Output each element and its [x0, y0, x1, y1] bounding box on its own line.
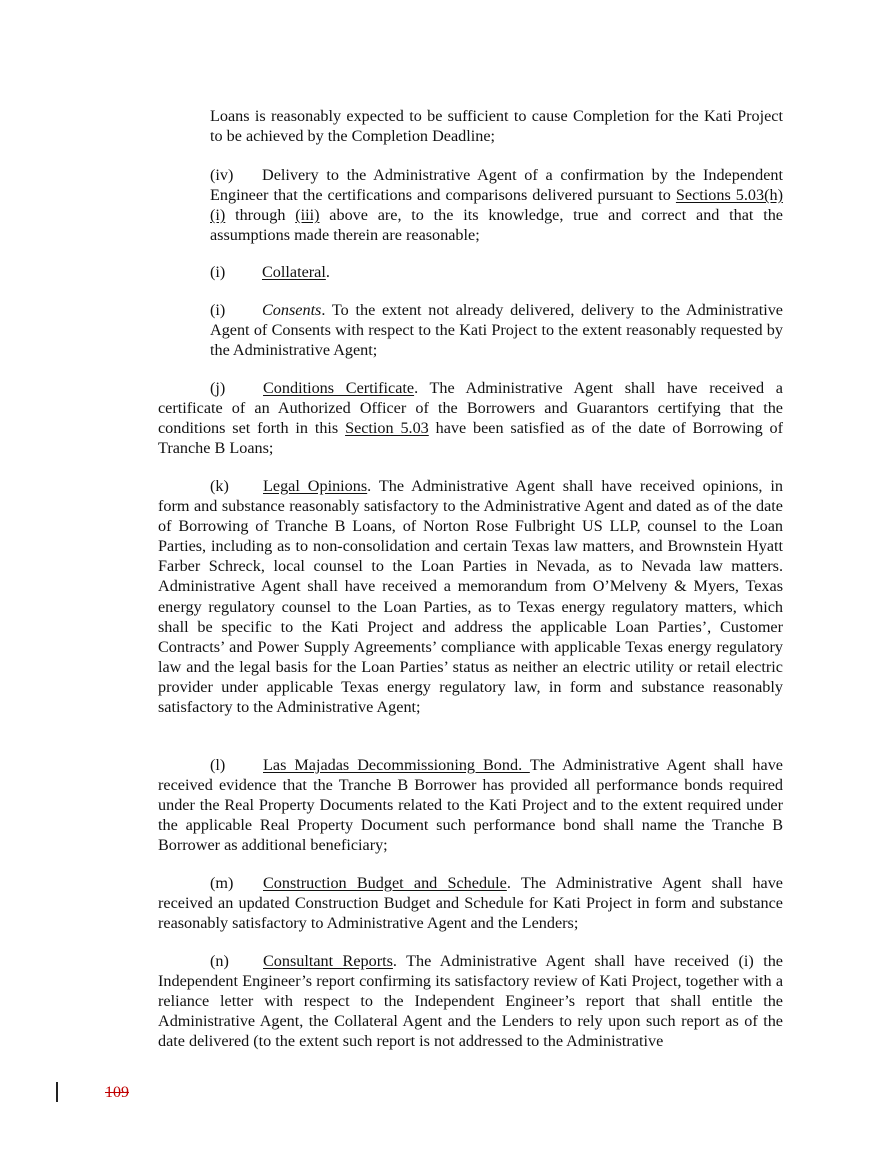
section-heading: Conditions Certificate: [263, 379, 415, 397]
section-heading: Legal Opinions: [263, 477, 368, 495]
page-number: 109: [105, 1084, 129, 1101]
clause-number: (iv): [210, 166, 234, 184]
section-reference: Section 5.03: [345, 419, 429, 438]
section-reference: Sections 5.03(h)(i): [210, 186, 783, 225]
paragraph-j-conditions-certificate: (j) Conditions Certificate. The Administrative Agent shall have received a certificate of an Authorized Officer of the Borrowers and Guarantors certifying that the conditions set forth in this Section 5.03 have been satisfied as of the date of Borrowing of Tranche B Loans;: [158, 379, 784, 458]
clause-number: (m): [210, 874, 234, 892]
paragraph-l-decommissioning-bond: (l) Las Majadas Decommissioning Bond. The Administrative Agent shall have received evidence that the Tranche B Borrower has provided all performance bonds required under the Real Property Documents related to the Kati Project and to the extent required under the applicable Real Property Document such performance bond shall name the Tranche B Borrower as additional beneficiary;: [158, 756, 783, 855]
clause-number: (i): [210, 301, 226, 319]
section-reference: (iii): [295, 206, 320, 225]
section-heading: Consultant Reports: [263, 952, 393, 970]
subsection-heading: Consents: [262, 301, 322, 319]
clause-number: (n): [210, 952, 229, 970]
paragraph-consents: (i) Consents. To the extent not already delivered, delivery to the Administrative Agent of Consents with respect to the Kati Project to the extent reasonably requested by the Administrative Agent;: [210, 301, 783, 360]
section-heading: Construction Budget and Schedule: [263, 874, 507, 892]
paragraph-m-construction-budget: (m) Construction Budget and Schedule. The Administrative Agent shall have received an updated Construction Budget and Schedule for Kati Project in form and substance reasonably satisfactory to Administrative Agent and the Lenders;: [158, 874, 783, 933]
paragraph-k-legal-opinions: (k) Legal Opinions. The Administrative Agent shall have received opinions, in form and substance reasonably satisfactory to the Administrative Agent and dated as of the date of Borrowing of Tranche B Loans, of Norton Rose Fulbright US LLP, counsel to the Loan Parties, including as to non-consolidation and certain Texas law matters, and Brownstein Hyatt Farber Schreck, local counsel to the Loan Parties in Nevada, as to Nevada law matters. Administrative Agent shall have received a memorandum from O’Melveny & Myers, Texas energy regulatory counsel to the Loan Parties, as to Texas energy regulatory matters, which shall be specific to the Kati Project and address the applicable Loan Parties’, Customer Contracts’ and Power Supply Agreements’ compliance with applicable Texas energy regulatory law and the legal basis for the Loan Parties’ status as neither an electric utility or retail electric provider under applicable Texas energy regulatory law, in form and substance reasonably satisfactory to the Administrative Agent;: [158, 477, 783, 717]
paragraph-iv-confirmation: (iv) Delivery to the Administrative Agent of a confirmation by the Independent Engineer that the certifications and comparisons delivered pursuant to Sections 5.03(h)(i) through (iii) above are, to the its knowledge, true and correct and that the assumptions made therein are reasonable;: [210, 166, 783, 245]
clause-number: (l): [210, 756, 226, 774]
clause-number: (j): [210, 379, 226, 397]
section-heading: Las Majadas Decommissioning Bond.: [263, 756, 530, 774]
paragraph-n-consultant-reports: (n) Consultant Reports. The Administrative Agent shall have received (i) the Independent Engineer’s report confirming its satisfactory review of Kati Project, together with a reliance letter with respect to the Independent Engineer’s report that shall entitle the Administrative Agent, the Collateral Agent and the Lenders to rely upon such report as of the date delivered (to the extent such report is not addressed to the Administrative: [158, 952, 783, 1051]
clause-number: (k): [210, 477, 229, 495]
paragraph-completion-continued: Loans is reasonably expected to be sufficient to cause Completion for the Kati Project to be achieved by the Completion Deadline;: [210, 107, 783, 146]
clause-number: (i): [210, 263, 226, 281]
heading-collateral: (i) Collateral.: [210, 263, 330, 281]
change-bar: [56, 1082, 58, 1102]
section-heading: Collateral: [262, 263, 326, 281]
